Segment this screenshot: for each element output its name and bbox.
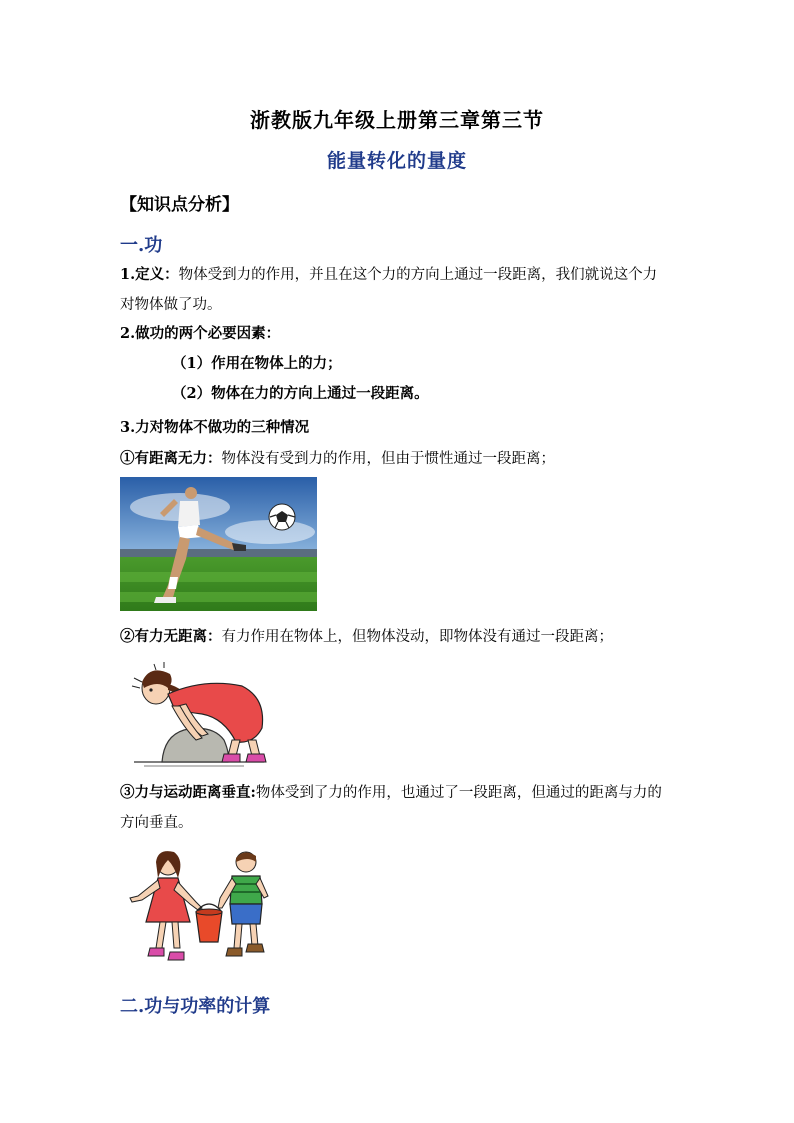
case-2-text: 有力作用在物体上，但物体没动，即物体没有通过一段距离； <box>221 629 613 645</box>
definition-label: 1.定义： <box>120 266 179 283</box>
cases-title: 3.力对物体不做功的三种情况 <box>120 419 310 436</box>
heading-1 <box>120 231 162 257</box>
factor-item-2: （2）物体在力的方向上通过一段距离。 <box>172 385 429 402</box>
heading-2-number: 二. <box>120 996 145 1017</box>
case-1-label: ①有距离无力： <box>120 450 222 467</box>
definition-text: 物体受到力的作用，并且在这个力的方向上通过一段距离，我们就说这个力 <box>178 267 658 283</box>
document-subtitle: 能量转化的量度 <box>326 150 467 172</box>
case-1-text: 物体没有受到力的作用，但由于惯性通过一段距离； <box>221 451 555 467</box>
heading-2 <box>120 992 270 1018</box>
heading-1-number: 一. <box>120 235 145 256</box>
case-3-line-2: 方向垂直。 <box>120 815 193 831</box>
heading-1-text: 功 <box>144 235 163 256</box>
definition-line-2: 对物体做了功。 <box>120 297 222 313</box>
case-3-text: 物体受到了力的作用，也通过了一段距离，但通过的距离与力的 <box>255 785 662 801</box>
factors-title: 2.做功的两个必要因素： <box>120 325 281 342</box>
case-2-line <box>120 625 613 646</box>
kids-carrying-bucket-image <box>124 848 274 972</box>
factor-item-1: （1）作用在物体上的力； <box>172 355 342 372</box>
case-3-label: ③力与运动距离垂直: <box>120 784 256 801</box>
section-label: 【知识点分析】 <box>120 195 239 215</box>
definition-line-1 <box>120 263 657 284</box>
soccer-player-image <box>120 477 317 611</box>
case-1-line <box>120 447 555 468</box>
case-3-line-1 <box>120 781 662 802</box>
heading-2-text: 功与功率的计算 <box>144 996 271 1017</box>
girl-pushing-rock-image <box>124 658 274 768</box>
document-title: 浙教版九年级上册第三章第三节 <box>250 108 544 132</box>
case-2-label: ②有力无距离： <box>120 628 222 645</box>
